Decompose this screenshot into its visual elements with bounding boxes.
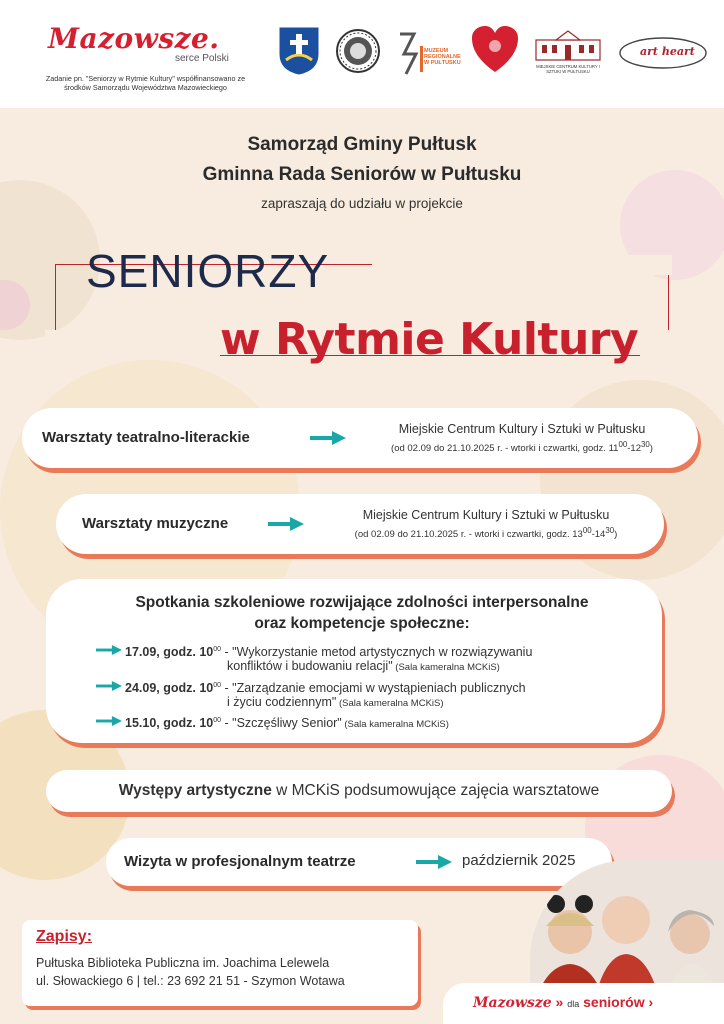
intro-block: [0, 130, 724, 211]
arrow-right-icon: [96, 680, 122, 692]
project-title-line2: w Rytmie Kultury: [220, 314, 639, 365]
performances-card: [46, 770, 672, 812]
workshop-label: Warsztaty muzyczne: [82, 515, 229, 532]
project-title-line1: SENIORZY: [86, 245, 330, 297]
pultusk-coat-of-arms-icon: [278, 26, 320, 76]
signup-title: Zapisy:: [36, 928, 93, 945]
arrow-right-icon: [416, 855, 452, 869]
signup-library: Pułtuska Biblioteka Publiczna im. Joachima Lelewela: [36, 956, 330, 970]
mazowsze-seniors-banner: [443, 983, 724, 1024]
signup-contact: ul. Słowackiego 6 | tel.: 23 692 21 51 - Szymon Wotawa: [36, 974, 345, 988]
workshop-venue: [306, 508, 666, 542]
workshop-label: Warsztaty teatralno-literackie: [42, 429, 250, 446]
meetings-heading: [0, 592, 724, 634]
workshop-place: Miejskie Centrum Kultury i Sztuki w Pułtusku: [362, 508, 610, 522]
performances-text: Występy artystyczne w MCKiS podsumowujące zajęcia warsztatowe: [118, 782, 600, 799]
workshop-card-music: [56, 494, 664, 554]
museum-logo-text: MUZEUM REGIONALNE W PUŁTUSKU: [424, 48, 461, 66]
arrow-right-icon: [268, 517, 304, 531]
arrow-right-icon: [96, 644, 122, 656]
mckis-building-logo: [532, 28, 604, 62]
arrow-right-icon: [96, 715, 122, 727]
meeting-item: 17.09, godz. $10^{00}$ - "Wykorzystanie metod artystycznych w rozwiązywaniu konfliktów i budowaniu relacji" (Sala kameralna MCKiS): [125, 645, 533, 674]
meetings-heading-line2: oraz kompetencje społeczne:: [254, 615, 470, 632]
banner-text: Mazowsze » dla seniorów ›: [473, 994, 654, 1011]
meetings-heading-line1: Spotkania szkoleniowe rozwijające zdolności interpersonalne: [135, 594, 589, 611]
organizer-1: Samorząd Gminy Pułtusk: [247, 134, 477, 155]
art-heart-text: art heart: [640, 45, 695, 58]
theatre-card: [106, 838, 612, 886]
mazowsze-tagline: serce Polski: [175, 53, 229, 64]
theatre-date: październik 2025: [462, 852, 576, 869]
invite-text: zapraszają do udziału w projekcie: [261, 196, 463, 211]
mckis-logo-text: MIEJSKIE CENTRUM KULTURY I SZTUKI W PUŁTUSKU: [536, 64, 600, 74]
meeting-item: 24.09, godz. $10^{00}$ - "Zarządzanie emocjami w wystąpieniach publicznych i życiu codziennym" (Sala kameralna MCKiS): [125, 681, 526, 710]
arrow-right-icon: [310, 431, 346, 445]
frame-gap: [372, 255, 672, 275]
mazowsze-logo[interactable]: Mazowsze.: [48, 22, 220, 55]
signup-box: [22, 920, 418, 1006]
workshop-dates: (od 02.09 do 21.10.2025 r. - wtorki i czwartki, godz. $11^{00}-12^{30}$): [391, 440, 653, 455]
header: [0, 0, 724, 108]
funding-note: Zadanie pn. "Seniorzy w Rytmie Kultury" współfinansowano ze środków Samorządu Województwa Mazowieckiego: [45, 74, 246, 92]
heart-logo: [470, 24, 520, 76]
frame-gap: [45, 330, 220, 360]
theatre-label: Wizyta w profesjonalnym teatrze: [124, 853, 356, 870]
organizer-2: Gminna Rada Seniorów w Pułtusku: [202, 164, 522, 185]
workshop-place: Miejskie Centrum Kultury i Sztuki w Pułtusku: [398, 422, 646, 436]
workshop-card-theatre: [22, 408, 698, 468]
meeting-item: 15.10, godz. $10^{00}$ - "Szczęśliwy Senior" (Sala kameralna MCKiS): [125, 716, 449, 731]
workshop-dates: (od 02.09 do 21.10.2025 r. - wtorki i czwartki, godz. $13^{00}-14^{30}$): [354, 526, 618, 541]
frame-gap: [640, 330, 680, 360]
workshop-venue: [342, 422, 702, 456]
seal-emblem-icon: [336, 28, 380, 74]
